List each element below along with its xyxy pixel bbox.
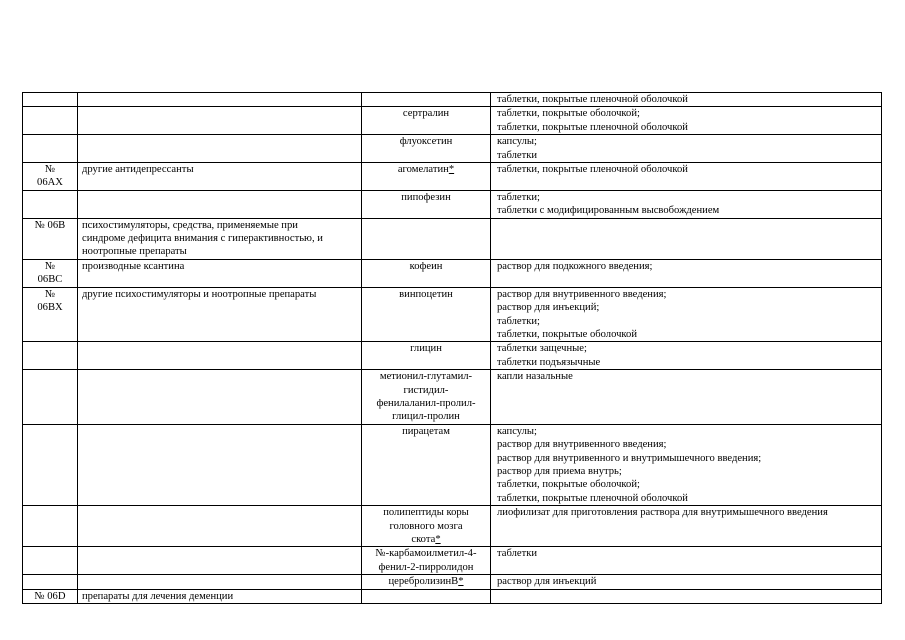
atc-code-line: № 06B: [34, 219, 66, 231]
group-name-cell: [78, 342, 362, 370]
group-name-cell: [78, 190, 362, 218]
dosage-form-line: таблетки;: [497, 315, 540, 327]
drug-name-line: фенилаланил-пролил-: [376, 397, 476, 409]
dosage-form-line: таблетки: [497, 548, 538, 560]
atc-code-cell: [23, 107, 78, 135]
table-row: [23, 506, 882, 547]
drug-name-line: пипофезин: [401, 191, 451, 203]
group-name-line: синдроме дефицита внимания с гиперактивностью, и: [82, 233, 323, 245]
drug-name-cell: [362, 547, 491, 575]
table-row: [23, 259, 882, 287]
group-name-cell: [78, 424, 362, 505]
dosage-form-cell: [491, 589, 882, 603]
group-name-line: ноотропные препараты: [82, 246, 187, 258]
drug-name-cell: [362, 218, 491, 259]
dosage-form-line: таблетки, покрытые пленочной оболочкой: [497, 121, 688, 133]
drug-name-cell: [362, 287, 491, 342]
drug-name-cell: [362, 107, 491, 135]
atc-code-cell: [23, 589, 78, 603]
atc-code-line: №: [44, 260, 56, 272]
dosage-form-line: таблетки, покрытые оболочкой;: [497, 108, 640, 120]
dosage-form-cell: [491, 342, 882, 370]
dosage-form-cell: [491, 575, 882, 589]
table-row: [23, 589, 882, 603]
dosage-form-cell: [491, 547, 882, 575]
atc-code-line: №: [44, 288, 56, 300]
dosage-form-line: лиофилизат для приготовления раствора для внутримышечного введения: [497, 507, 828, 519]
dosage-form-cell: [491, 287, 882, 342]
drug-name-cell: [362, 424, 491, 505]
atc-code-line: №: [44, 164, 56, 176]
drug-name-cell: [362, 342, 491, 370]
group-name-cell: [78, 506, 362, 547]
group-name-line: психостимуляторы, средства, применяемые при: [82, 219, 298, 231]
group-name-line: препараты для лечения деменции: [82, 590, 234, 602]
atc-code-cell: [23, 190, 78, 218]
dosage-form-line: таблетки подъязычные: [497, 356, 601, 368]
atc-code-cell: [23, 135, 78, 163]
group-name-cell: [78, 259, 362, 287]
dosage-form-line: таблетки, покрытые оболочкой: [497, 328, 637, 340]
dosage-form-line: капсулы;: [497, 136, 537, 148]
dosage-form-cell: [491, 370, 882, 425]
drug-name-line: кофеин: [409, 260, 443, 272]
drug-name-line: метионил-глутамил-: [379, 371, 473, 383]
table-row: [23, 93, 882, 107]
table-row: [23, 370, 882, 425]
atc-code-line: 06BC: [37, 274, 63, 286]
table-row: [23, 218, 882, 259]
drug-name-cell: [362, 135, 491, 163]
drug-name-cell: [362, 370, 491, 425]
dosage-form-cell: [491, 259, 882, 287]
dosage-form-cell: [491, 93, 882, 107]
atc-code-cell: [23, 506, 78, 547]
dosage-form-cell: [491, 506, 882, 547]
dosage-form-line: раствор для внутривенного введения;: [497, 288, 667, 300]
footnote-mark[interactable]: *: [458, 576, 464, 588]
footnote-mark[interactable]: *: [448, 164, 455, 176]
dosage-form-cell: [491, 424, 882, 505]
group-name-cell: [78, 287, 362, 342]
group-name-line: производные ксантина: [82, 260, 185, 272]
drug-name-cell: [362, 589, 491, 603]
dosage-form-line: раствор для внутривенного и внутримышечного введения;: [497, 452, 762, 464]
table-row: [23, 424, 882, 505]
table-row: [23, 575, 882, 589]
atc-code-cell: [23, 287, 78, 342]
dosage-form-line: раствор для внутривенного введения;: [497, 439, 667, 451]
drug-name-line: флуоксетин: [399, 136, 453, 148]
dosage-form-line: таблетки защечные;: [497, 343, 587, 355]
drug-name-line: гистидил-: [403, 384, 449, 396]
dosage-form-line: раствор для подкожного введения;: [497, 260, 653, 272]
drug-name-cell: [362, 506, 491, 547]
table-row: [23, 190, 882, 218]
drug-name-line: пирацетам: [402, 425, 450, 437]
dosage-form-cell: [491, 163, 882, 191]
drug-name-cell: [362, 93, 491, 107]
atc-code-cell: [23, 342, 78, 370]
dosage-form-line: капли назальные: [497, 371, 573, 383]
atc-code-cell: [23, 163, 78, 191]
dosage-form-cell: [491, 107, 882, 135]
dosage-form-line: таблетки с модифицированным высвобождением: [497, 205, 720, 217]
table-row: [23, 342, 882, 370]
group-name-cell: [78, 135, 362, 163]
drug-name-line: головного мозга: [389, 520, 463, 532]
drug-name-cell: [362, 575, 491, 589]
group-name-cell: [78, 589, 362, 603]
group-name-cell: [78, 370, 362, 425]
dosage-form-line: капсулы;: [497, 425, 537, 437]
dosage-form-line: таблетки;: [497, 191, 540, 203]
dosage-form-cell: [491, 218, 882, 259]
table-row: [23, 287, 882, 342]
dosage-form-cell: [491, 190, 882, 218]
drug-name-cell: [362, 259, 491, 287]
dosage-form-line: раствор для приема внутрь;: [497, 465, 622, 477]
drug-list-table: [22, 92, 882, 604]
group-name-line: другие психостимуляторы и ноотропные препараты: [82, 288, 317, 300]
table-row: [23, 135, 882, 163]
dosage-form-line: таблетки: [497, 149, 538, 161]
drug-name-line: фенил-2-пирролидон: [378, 561, 474, 573]
group-name-line: другие антидепрессанты: [82, 164, 194, 176]
table-body: [23, 93, 882, 604]
atc-code-line: № 06D: [34, 590, 66, 602]
dosage-form-line: раствор для инъекций;: [497, 302, 600, 314]
dosage-form-line: таблетки, покрытые пленочной оболочкой: [497, 164, 688, 176]
group-name-cell: [78, 547, 362, 575]
table-row: [23, 547, 882, 575]
atc-code-cell: [23, 218, 78, 259]
drug-name-line: сертралин: [402, 108, 450, 120]
atc-code-line: 06AX: [37, 177, 63, 189]
dosage-form-line: раствор для инъекций: [497, 576, 597, 588]
dosage-form-line: таблетки, покрытые оболочкой;: [497, 479, 640, 491]
group-name-cell: [78, 163, 362, 191]
table-row: [23, 107, 882, 135]
atc-code-cell: [23, 547, 78, 575]
drug-name-line: винпоцетин: [399, 288, 453, 300]
drug-name-line: глицил-пролин: [392, 411, 460, 423]
group-name-cell: [78, 575, 362, 589]
atc-code-cell: [23, 575, 78, 589]
drug-name-line: полипептиды коры: [383, 507, 469, 519]
drug-name-cell: [362, 190, 491, 218]
atc-code-cell: [23, 424, 78, 505]
drug-name-cell: [362, 163, 491, 191]
table-row: [23, 163, 882, 191]
dosage-form-line: таблетки, покрытые пленочной оболочкой: [497, 492, 688, 504]
atc-code-line: 06BX: [37, 302, 63, 314]
atc-code-cell: [23, 370, 78, 425]
group-name-cell: [78, 107, 362, 135]
dosage-form-line: таблетки, покрытые пленочной оболочкой: [497, 94, 688, 105]
atc-code-cell: [23, 93, 78, 107]
footnote-mark[interactable]: *: [435, 534, 441, 545]
group-name-cell: [78, 93, 362, 107]
drug-name-line: церебролизинВ*: [388, 576, 464, 588]
drug-name-line: агомелатин*: [397, 164, 455, 176]
drug-name-line: скота*: [411, 534, 441, 545]
group-name-cell: [78, 218, 362, 259]
drug-name-line: №-карбамоилметил-4-: [375, 548, 477, 560]
drug-name-line: глицин: [410, 343, 442, 355]
atc-code-cell: [23, 259, 78, 287]
dosage-form-cell: [491, 135, 882, 163]
